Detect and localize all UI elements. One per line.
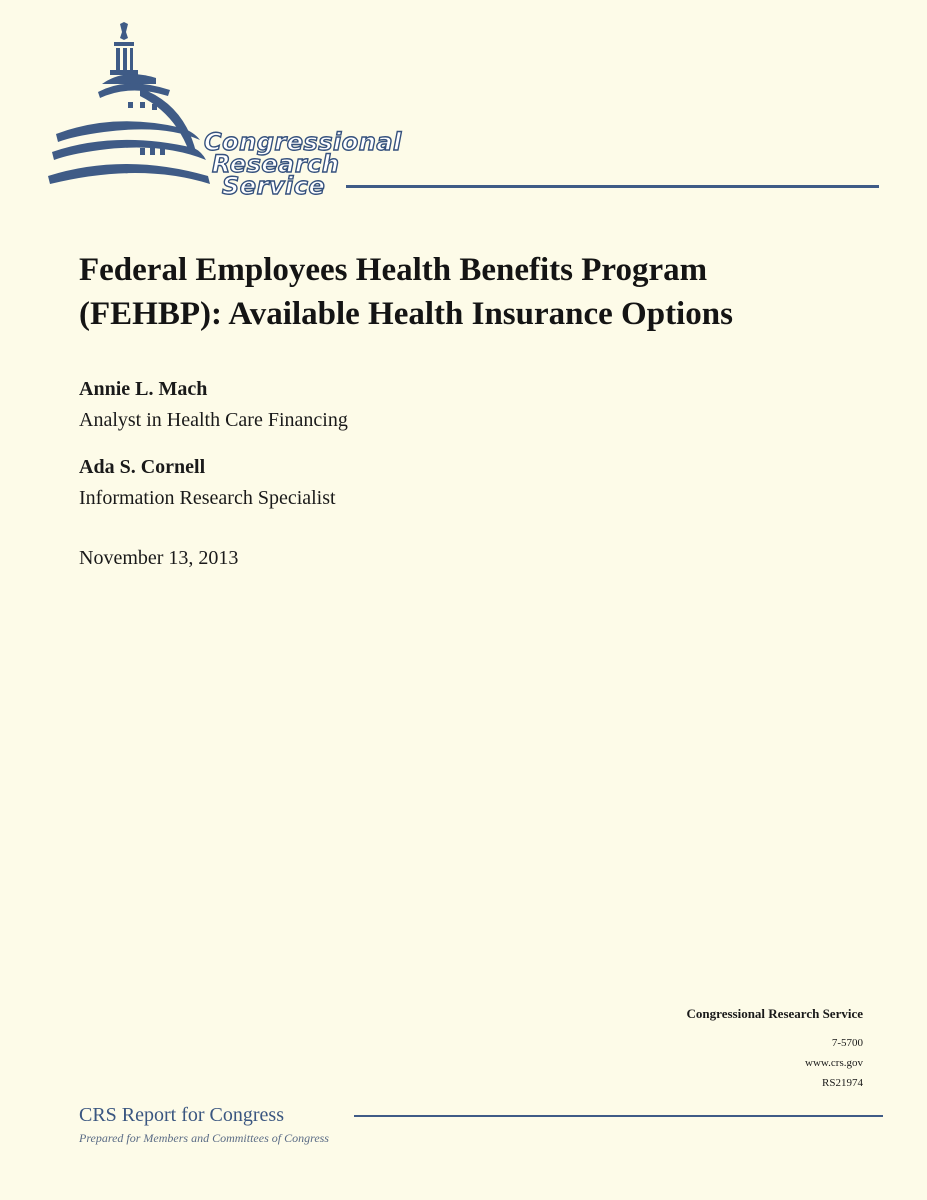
capitol-dome-icon: [44, 18, 214, 198]
report-title-line-2: (FEHBP): Available Health Insurance Options: [79, 296, 733, 332]
logo-text-service: Service: [222, 172, 326, 200]
report-title-line-1: Federal Employees Health Benefits Program: [79, 252, 708, 288]
footer-subtitle: Prepared for Members and Committees of Congress: [79, 1131, 329, 1145]
author-name: Ada S. Cornell: [79, 456, 206, 478]
author-name: Annie L. Mach: [79, 378, 208, 400]
footer-title: CRS Report for Congress: [79, 1104, 284, 1126]
report-title: [79, 248, 899, 336]
author-role: Analyst in Health Care Financing: [79, 409, 348, 431]
logo-text-congressional: Congressional: [204, 128, 402, 156]
report-date: November 13, 2013: [79, 547, 239, 569]
author-role: Information Research Specialist: [79, 487, 336, 509]
meta-report-number: RS21974: [822, 1077, 863, 1089]
meta-website: www.crs.gov: [805, 1057, 863, 1069]
header-divider: [346, 185, 879, 188]
meta-organization: Congressional Research Service: [686, 1006, 863, 1021]
logo-text-research: Research: [212, 150, 340, 178]
meta-code: 7-5700: [831, 1037, 863, 1049]
footer-divider: [354, 1115, 883, 1117]
